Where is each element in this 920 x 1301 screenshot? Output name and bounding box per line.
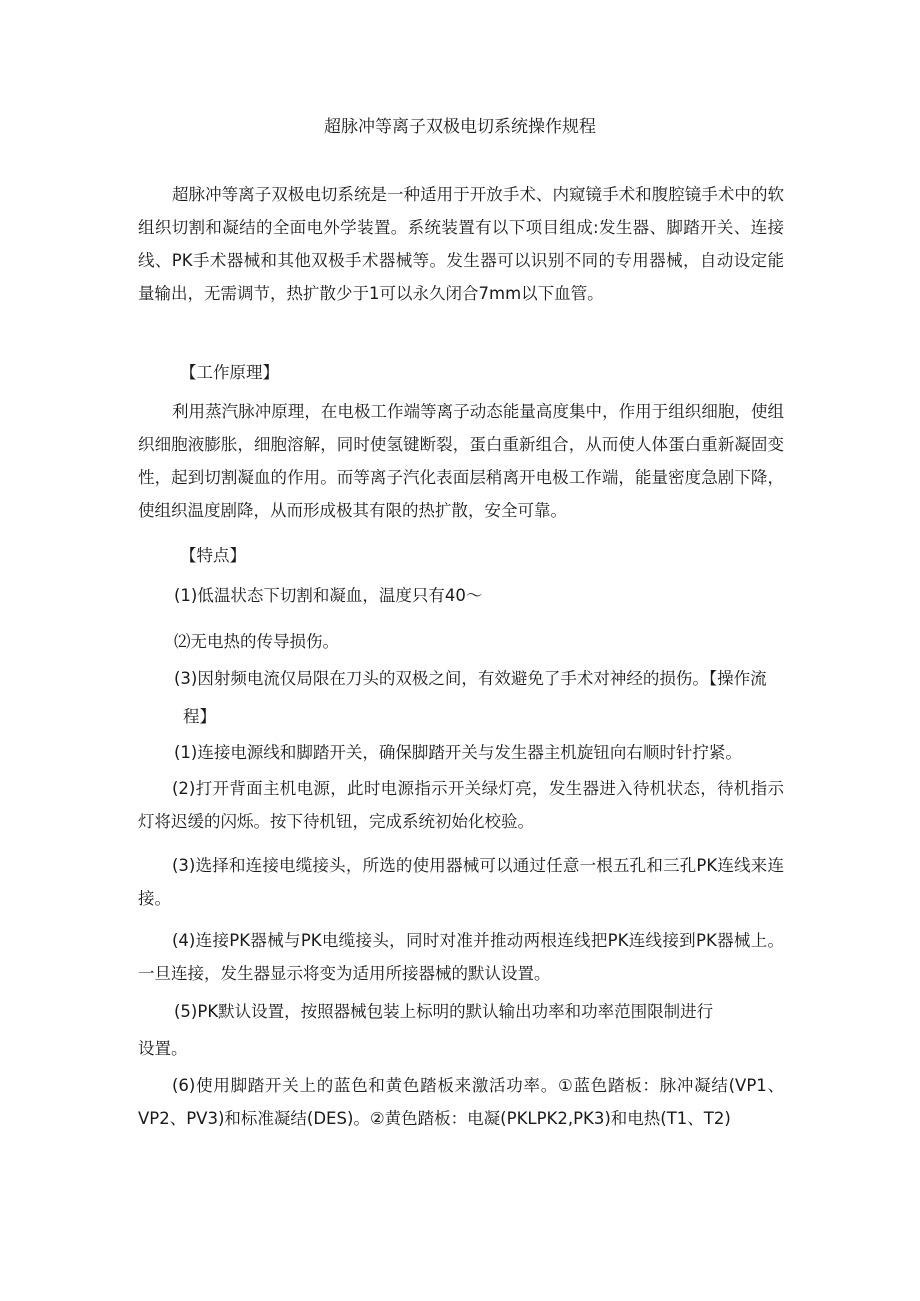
step-item-1: (1)连接电源线和脚踏开关，确保脚踏开关与发生器主机旋钮向右顺时针拧紧。 xyxy=(174,743,742,762)
principle-heading: 【工作原理】 xyxy=(180,363,279,382)
document-title: 超脉冲等离子双极电切系统操作规程 xyxy=(324,117,596,137)
step-item-4: (4)连接PK器械与PK电缆接头，同时对准并推动两根连线把PK连线接到PK器械上。一旦连接，发生器显示将变为适用所接器械的默认设置。 xyxy=(138,931,784,983)
feature-item-2: ⑵无电热的传导损伤。 xyxy=(174,632,339,651)
step-item-6: (6)使用脚踏开关上的蓝色和黄色踏板来激活功率。①蓝色踏板：脉冲凝结(VP1、VP2、PV3)和标准凝结(DES)。②黄色踏板：电凝(PKLPK2,PK3)和电热(T1、T2) xyxy=(138,1076,784,1128)
principle-paragraph: 利用蒸汽脉冲原理，在电极工作端等离子动态能量高度集中，作用于组织细胞，使组织细胞液膨胀，细胞溶解，同时使氢键断裂，蛋白重新组合，从而使人体蛋白重新凝固变性，起到切割凝血的作用。而等离子汽化表面层稍离开电极工作端，能量密度急剧下降，使组织温度剧降，从而形成极其有限的热扩散，安全可靠。 xyxy=(138,402,784,520)
step-item-3: (3)选择和连接电缆接头，所选的使用器械可以通过任意一根五孔和三孔PK连线来连接。 xyxy=(138,856,784,908)
feature-item-3-line2: 程】 xyxy=(183,707,216,726)
intro-paragraph: 超脉冲等离子双极电切系统是一种适用于开放手术、内窥镜手术和腹腔镜手术中的软组织切割和凝结的全面电外学装置。系统装置有以下项目组成:发生器、脚踏开关、连接线、PK手术器械和其他双极手术器械等。发生器可以识别不同的专用器械，自动设定能量输出，无需调节，热扩散少于1可以永久闭合7mm以下血管。 xyxy=(138,185,784,303)
step-item-2: (2)打开背面主机电源，此时电源指示开关绿灯亮，发生器进入待机状态，待机指示灯将迟缓的闪烁。按下待机钮，完成系统初始化校验。 xyxy=(138,779,784,831)
step-item-5-line2: 设置。 xyxy=(138,1039,188,1058)
feature-item-3-line1: (3)因射频电流仅局限在刀头的双极之间，有效避免了手术对神经的损伤。【操作流 xyxy=(174,669,767,688)
features-heading: 【特点】 xyxy=(180,546,246,565)
step-item-5-line1: (5)PK默认设置，按照器械包装上标明的默认输出功率和功率范围限制进行 xyxy=(174,1002,714,1021)
feature-item-1: (1)低温状态下切割和凝血，温度只有40～ xyxy=(174,586,483,605)
